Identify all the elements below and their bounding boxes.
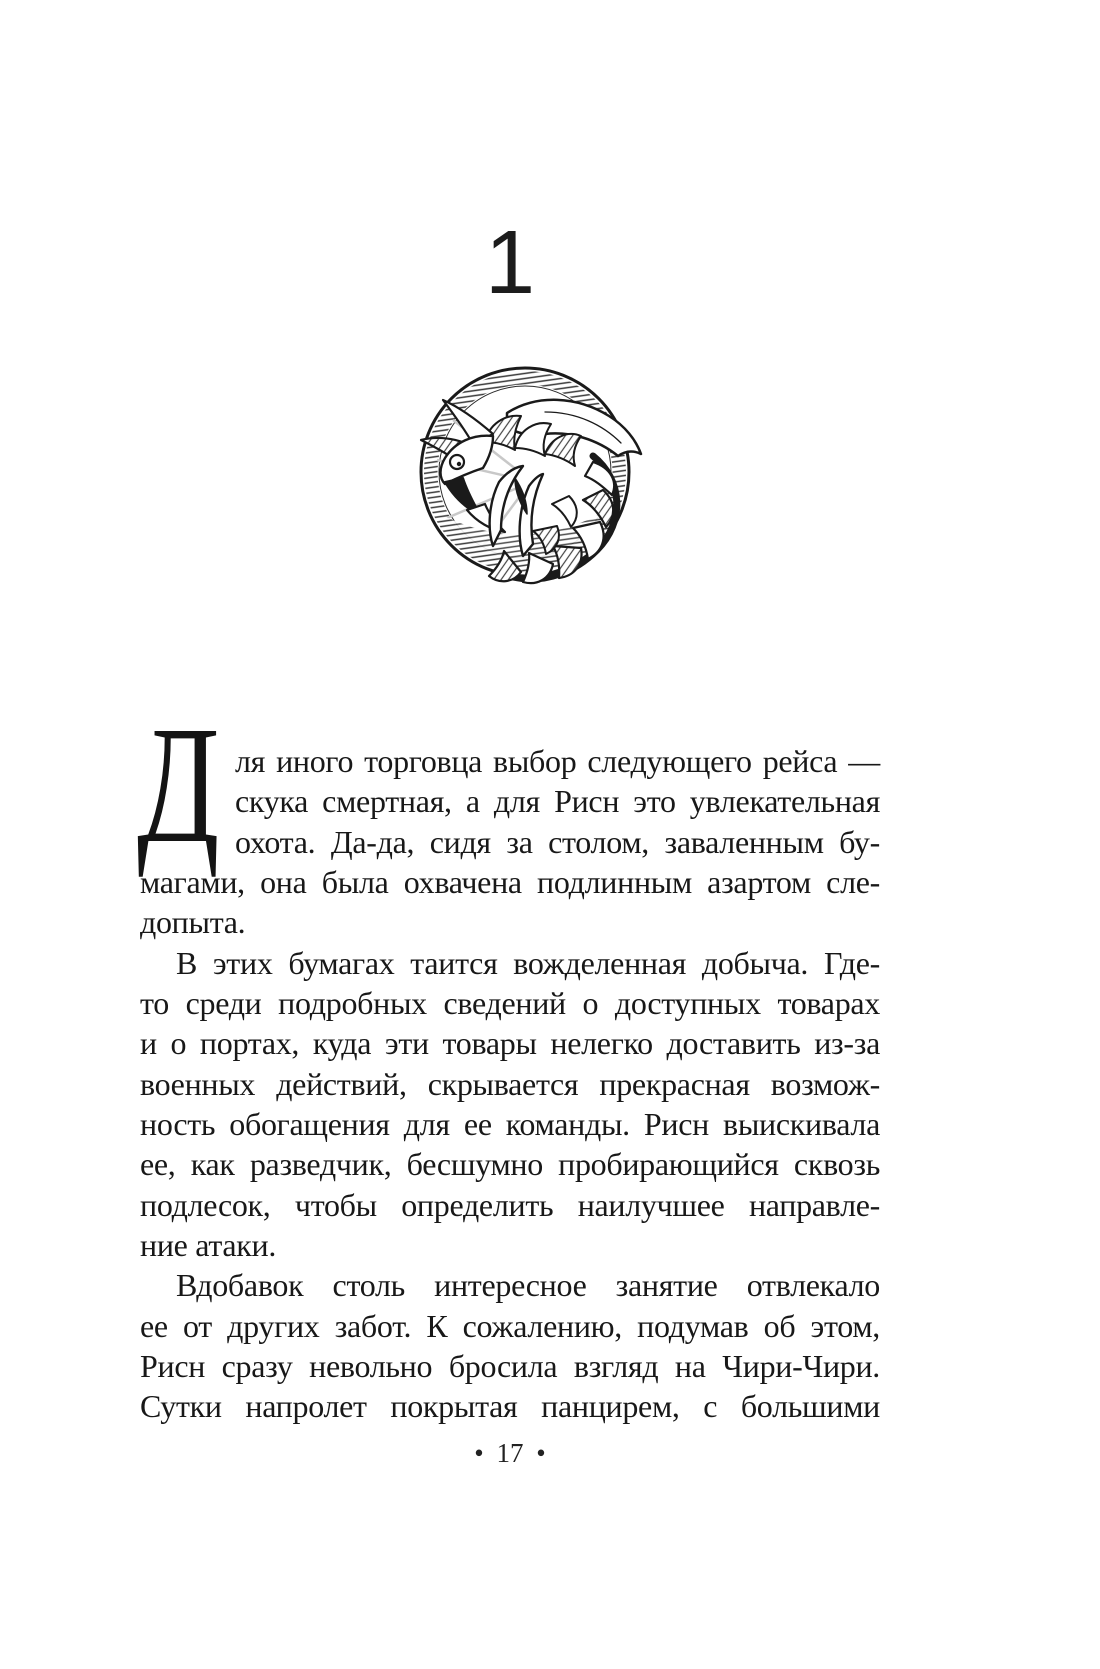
text-line: скука смертная, а для Рисн это увлекательная bbox=[235, 783, 880, 820]
larkin-illustration bbox=[397, 350, 657, 590]
text-line: ние атаки. bbox=[140, 1226, 277, 1263]
page-number: • 17 • bbox=[474, 1438, 546, 1468]
text-line: допыта. bbox=[140, 904, 246, 941]
text-line: военных действий, скрывается прекрасная возмож- bbox=[140, 1065, 880, 1102]
text-line: Рисн сразу невольно бросила взгляд на Чири-Чири. bbox=[140, 1347, 880, 1384]
paragraph bbox=[140, 943, 880, 1266]
text-line: ля иного торговца выбор следующего рейса — bbox=[235, 743, 880, 779]
text-line: ее от других забот. К сожалению, подумав об этом, bbox=[140, 1307, 880, 1344]
text-line: ее, как разведчик, бесшумно пробирающийся сквозь bbox=[140, 1146, 880, 1183]
paragraph bbox=[140, 1265, 880, 1426]
text-line: охота. Да-да, сидя за столом, заваленным бу- bbox=[235, 823, 880, 860]
drop-cap: Д bbox=[137, 692, 220, 878]
text-line: подлесок, чтобы определить наилучшее направле- bbox=[140, 1186, 880, 1223]
text-line: Сутки напролет покрытая панцирем, с большими bbox=[140, 1388, 880, 1425]
text-line: магами, она была охвачена подлинным азартом сле- bbox=[140, 863, 880, 900]
text-line: и о портах, куда эти товары нелегко доставить из-за bbox=[140, 1025, 880, 1062]
paragraph bbox=[137, 692, 880, 943]
text-line: ность обогащения для ее команды. Рисн выискивала bbox=[140, 1105, 880, 1142]
chapter-number: 1 bbox=[484, 213, 536, 313]
text-line: В этих бумагах таится вожделенная добыча. Где- bbox=[176, 944, 880, 981]
text-line: Вдобавок столь интересное занятие отвлекало bbox=[176, 1267, 880, 1304]
text-line: то среди подробных сведений о доступных товарах bbox=[140, 984, 880, 1021]
body-text bbox=[137, 692, 880, 1427]
